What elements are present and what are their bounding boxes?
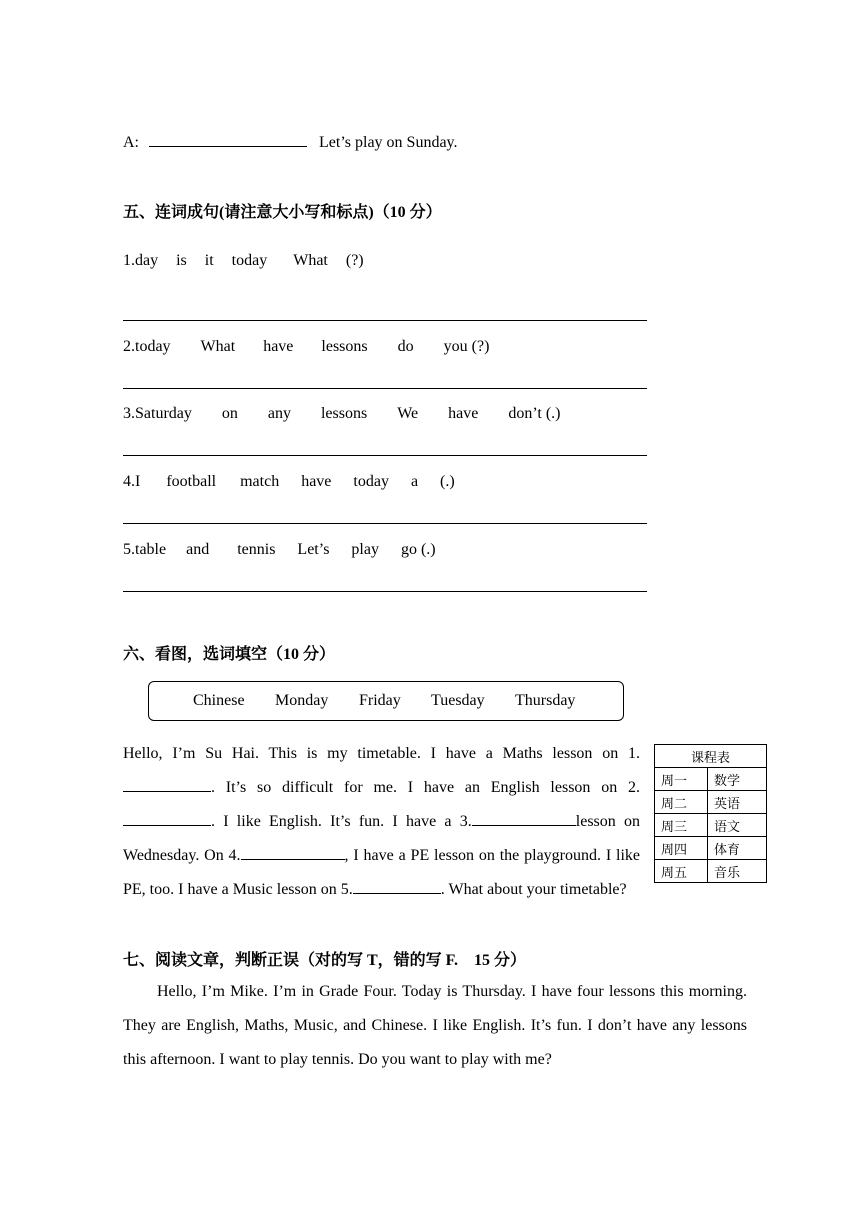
- table-row: [655, 860, 767, 883]
- sentence-item-3: [123, 404, 560, 424]
- subject-cell: 英语: [708, 791, 767, 814]
- timetable-title: 课程表: [655, 745, 767, 768]
- word: tennis: [237, 541, 276, 558]
- passage-text: . I like English. It’s fun. I have a 3.: [211, 813, 472, 830]
- passage-text: Hello, I’m Su Hai. This is my timetable. I have a Maths lesson on: [123, 745, 619, 762]
- word: you (?): [443, 338, 490, 355]
- word: a: [410, 473, 419, 490]
- timetable: [654, 744, 767, 883]
- word: lessons: [320, 405, 368, 422]
- day-cell: 周二: [655, 791, 708, 814]
- day-cell: 周五: [655, 860, 708, 883]
- sentence-item-2: [123, 337, 489, 357]
- word-bank-item: Tuesday: [431, 692, 485, 709]
- answer-line-4[interactable]: [123, 523, 647, 524]
- word: We: [397, 405, 419, 422]
- dialogue-text: Let’s play on Sunday.: [319, 134, 458, 151]
- word-bank-item: Friday: [359, 692, 401, 709]
- subject-cell: 音乐: [708, 860, 767, 883]
- reading-passage: Hello, I’m Mike. I’m in Grade Four. Today is Thursday. I have four lessons this morning. They are English, Maths, Music, and Chinese. I like English. It’s fun. I don’t have any lessons this afternoon. I want to play tennis. Do you want to play with me?: [123, 983, 747, 1068]
- passage-text: lesson on Wednesday. On 4.: [123, 813, 641, 864]
- answer-line-1[interactable]: [123, 320, 647, 321]
- day-cell: 周一: [655, 768, 708, 791]
- sentence-item-1: [123, 251, 364, 271]
- word: and: [186, 541, 210, 558]
- section5-title: 五、连词成句(请注意大小写和标点)（10 分）: [123, 204, 442, 221]
- subject-cell: 数学: [708, 768, 767, 791]
- table-row: [655, 791, 767, 814]
- day-cell: 周三: [655, 814, 708, 837]
- word: any: [267, 405, 291, 422]
- word: is: [176, 252, 187, 269]
- word: on: [221, 405, 238, 422]
- subject-cell: 体育: [708, 837, 767, 860]
- word: 4.I: [123, 473, 141, 490]
- word: 2.today: [123, 338, 171, 355]
- word: (?): [345, 252, 364, 269]
- dialogue-line: [123, 132, 458, 153]
- passage-text: . What about your timetable?: [440, 881, 627, 898]
- fill-blank-4[interactable]: [241, 845, 345, 860]
- word: 5.table: [123, 541, 167, 558]
- word: it: [204, 252, 214, 269]
- word: (.): [440, 473, 455, 490]
- section6-title: 六、看图，选词填空（10 分）: [123, 646, 336, 663]
- passage-text: 1.: [628, 745, 640, 762]
- word: What: [200, 338, 236, 355]
- word: 1.day: [123, 252, 159, 269]
- day-cell: 周四: [655, 837, 708, 860]
- table-row: [655, 814, 767, 837]
- word: don’t (.): [508, 405, 561, 422]
- word: play: [351, 541, 379, 558]
- word: go (.): [400, 541, 436, 558]
- answer-line-5[interactable]: [123, 591, 647, 592]
- subject-cell: 语文: [708, 814, 767, 837]
- passage-text: 2.: [628, 779, 640, 796]
- word: have: [448, 405, 479, 422]
- word: have: [301, 473, 332, 490]
- table-row: [655, 768, 767, 791]
- word: football: [166, 473, 217, 490]
- word: today: [231, 252, 268, 269]
- word: 3.Saturday: [123, 405, 192, 422]
- word: match: [240, 473, 280, 490]
- word: Let’s: [297, 541, 330, 558]
- word-bank-item: Thursday: [515, 692, 576, 709]
- fill-blank-2[interactable]: [123, 811, 211, 826]
- sentence-item-5: [123, 540, 436, 560]
- word: lessons: [321, 338, 368, 355]
- word: have: [263, 338, 294, 355]
- sentence-item-4: [123, 472, 455, 492]
- word-bank-item: Monday: [275, 692, 329, 709]
- answer-blank[interactable]: [149, 132, 307, 147]
- speaker-label: A:: [123, 134, 139, 151]
- word: What: [293, 252, 328, 269]
- passage-text: , I have a PE lesson on the playground. I like PE, too. I have a Music lesson on 5.: [123, 847, 640, 898]
- fill-blank-3[interactable]: [472, 811, 576, 826]
- word-bank: [148, 681, 624, 721]
- word: do: [397, 338, 414, 355]
- timetable-passage: [123, 737, 640, 907]
- fill-blank-5[interactable]: [353, 879, 441, 894]
- table-row: [655, 837, 767, 860]
- section7-title: 七、阅读文章，判断正误（对的写 T，错的写 F. 15 分）: [123, 952, 526, 969]
- word-bank-item: Chinese: [193, 692, 245, 709]
- answer-line-2[interactable]: [123, 388, 647, 389]
- word: today: [353, 473, 389, 490]
- passage-text: . It’s so difficult for me. I have an English lesson on: [211, 779, 618, 796]
- answer-line-3[interactable]: [123, 455, 647, 456]
- fill-blank-1[interactable]: [123, 777, 211, 792]
